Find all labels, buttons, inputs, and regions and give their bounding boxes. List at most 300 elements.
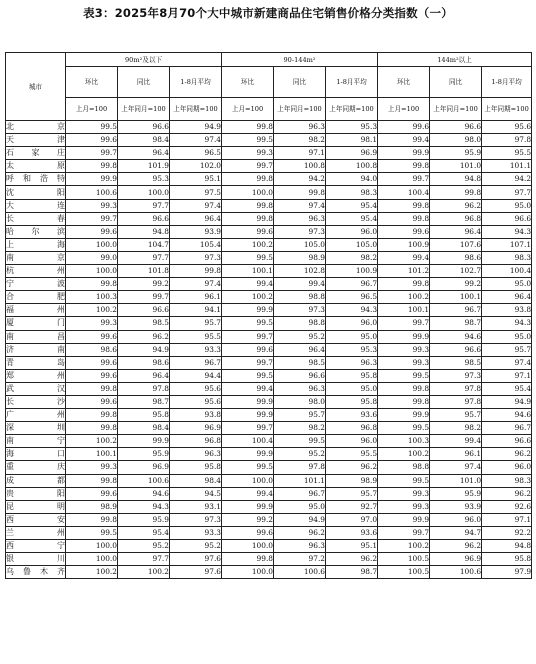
index-value: 99.7: [66, 147, 118, 160]
index-value: 99.8: [66, 382, 118, 395]
index-value: 95.0: [326, 330, 378, 343]
index-value: 97.8: [430, 382, 482, 395]
index-value: 97.1: [482, 513, 532, 526]
index-value: 100.1: [430, 291, 482, 304]
index-value: 94.6: [430, 330, 482, 343]
city-name: 合肥: [6, 291, 66, 304]
base-last-month: 上月=100: [378, 98, 430, 121]
index-value: 97.4: [430, 461, 482, 474]
index-value: 99.3: [66, 317, 118, 330]
city-name: 郑州: [6, 369, 66, 382]
table-row: [6, 553, 532, 566]
index-value: 99.9: [378, 330, 430, 343]
index-value: 95.4: [482, 382, 532, 395]
base-same-period: 上年同期=100: [326, 98, 378, 121]
index-value: 99.6: [66, 369, 118, 382]
index-value: 99.8: [222, 212, 274, 225]
table-row: [6, 369, 532, 382]
table-row: [6, 448, 532, 461]
index-value: 96.9: [326, 147, 378, 160]
index-value: 100.3: [66, 291, 118, 304]
index-value: 99.2: [222, 513, 274, 526]
index-value: 96.0: [326, 317, 378, 330]
index-value: 98.8: [274, 291, 326, 304]
index-value: 99.8: [378, 395, 430, 408]
index-value: 97.4: [170, 199, 222, 212]
index-value: 98.5: [118, 317, 170, 330]
index-value: 98.7: [118, 395, 170, 408]
index-value: 99.8: [378, 382, 430, 395]
index-value: 99.9: [118, 435, 170, 448]
table-row: [6, 278, 532, 291]
index-value: 97.7: [118, 199, 170, 212]
index-value: 97.2: [274, 553, 326, 566]
index-value: 96.2: [274, 526, 326, 539]
index-value: 95.4: [118, 526, 170, 539]
index-value: 95.9: [118, 513, 170, 526]
city-name: 天津: [6, 134, 66, 147]
table-row: [6, 265, 532, 278]
index-value: 97.5: [170, 186, 222, 199]
index-value: 99.6: [378, 121, 430, 134]
city-name: 西安: [6, 513, 66, 526]
index-value: 99.6: [66, 487, 118, 500]
index-value: 100.6: [118, 474, 170, 487]
index-value: 96.3: [274, 121, 326, 134]
city-name: 西宁: [6, 540, 66, 553]
index-value: 95.7: [482, 343, 532, 356]
index-value: 97.8: [430, 395, 482, 408]
index-value: 92.2: [482, 526, 532, 539]
index-value: 99.5: [378, 369, 430, 382]
subcol-yoy: 同比: [118, 67, 170, 98]
index-value: 99.8: [222, 173, 274, 186]
city-name: 厦门: [6, 317, 66, 330]
index-value: 94.3: [326, 304, 378, 317]
index-value: 97.9: [482, 566, 532, 579]
index-value: 96.4: [118, 147, 170, 160]
index-value: 99.4: [378, 251, 430, 264]
city-name: 呼和浩特: [6, 173, 66, 186]
index-value: 99.8: [66, 513, 118, 526]
index-value: 95.6: [482, 121, 532, 134]
index-value: 99.6: [66, 356, 118, 369]
index-value: 93.9: [170, 225, 222, 238]
index-value: 96.9: [118, 461, 170, 474]
table-row: [6, 461, 532, 474]
city-name: 北京: [6, 121, 66, 134]
index-value: 100.6: [66, 186, 118, 199]
index-value: 96.6: [118, 304, 170, 317]
index-value: 99.4: [222, 278, 274, 291]
base-last-month: 上月=100: [222, 98, 274, 121]
index-value: 98.4: [118, 134, 170, 147]
index-value: 96.8: [170, 435, 222, 448]
city-name: 兰州: [6, 526, 66, 539]
index-value: 94.1: [170, 304, 222, 317]
index-value: 99.4: [430, 435, 482, 448]
index-value: 100.2: [378, 540, 430, 553]
group-header-small: 90m²及以下: [66, 53, 222, 67]
index-value: 100.5: [378, 553, 430, 566]
table-row: [6, 186, 532, 199]
table-row: [6, 330, 532, 343]
index-value: 97.1: [274, 147, 326, 160]
index-value: 96.2: [482, 487, 532, 500]
index-value: 95.9: [430, 487, 482, 500]
index-value: 99.6: [222, 526, 274, 539]
index-value: 96.7: [170, 356, 222, 369]
index-value: 98.3: [482, 251, 532, 264]
index-value: 99.3: [66, 199, 118, 212]
index-value: 97.7: [482, 186, 532, 199]
index-value: 98.3: [482, 474, 532, 487]
index-value: 94.7: [430, 526, 482, 539]
index-value: 98.4: [170, 474, 222, 487]
index-value: 100.2: [378, 291, 430, 304]
index-value: 99.9: [222, 304, 274, 317]
subcol-yoy: 同比: [274, 67, 326, 98]
index-value: 95.1: [170, 173, 222, 186]
index-value: 96.4: [274, 343, 326, 356]
index-value: 95.3: [326, 343, 378, 356]
index-value: 100.2: [66, 435, 118, 448]
index-value: 99.0: [66, 251, 118, 264]
index-value: 93.8: [170, 409, 222, 422]
index-value: 98.2: [326, 251, 378, 264]
index-value: 95.3: [118, 173, 170, 186]
city-name: 南昌: [6, 330, 66, 343]
index-value: 99.5: [378, 422, 430, 435]
index-value: 100.1: [378, 304, 430, 317]
index-value: 100.2: [378, 448, 430, 461]
index-value: 100.0: [118, 186, 170, 199]
table-row: [6, 409, 532, 422]
table-row: [6, 173, 532, 186]
index-value: 105.0: [326, 238, 378, 251]
index-value: 100.4: [222, 435, 274, 448]
index-value: 99.8: [66, 160, 118, 173]
index-value: 98.2: [274, 134, 326, 147]
city-name: 南宁: [6, 435, 66, 448]
table-row: [6, 343, 532, 356]
index-value: 96.2: [326, 553, 378, 566]
index-value: 97.1: [482, 369, 532, 382]
index-value: 99.3: [378, 343, 430, 356]
group-header-large: 144m²以上: [378, 53, 532, 67]
index-value: 97.4: [170, 134, 222, 147]
index-value: 99.6: [66, 330, 118, 343]
index-value: 99.9: [378, 513, 430, 526]
index-value: 96.3: [274, 540, 326, 553]
city-name: 广州: [6, 409, 66, 422]
index-value: 99.7: [66, 212, 118, 225]
index-value: 100.2: [222, 238, 274, 251]
index-value: 95.8: [482, 553, 532, 566]
index-value: 97.8: [274, 461, 326, 474]
index-value: 99.9: [222, 395, 274, 408]
index-value: 98.3: [326, 186, 378, 199]
index-value: 95.2: [274, 448, 326, 461]
index-value: 105.0: [274, 238, 326, 251]
index-value: 96.5: [170, 147, 222, 160]
index-value: 99.8: [66, 409, 118, 422]
index-value: 99.6: [66, 134, 118, 147]
index-value: 97.8: [482, 134, 532, 147]
index-value: 99.3: [222, 147, 274, 160]
index-value: 95.8: [118, 409, 170, 422]
index-value: 100.9: [378, 238, 430, 251]
city-name: 青岛: [6, 356, 66, 369]
table-row: [6, 435, 532, 448]
index-value: 93.6: [326, 526, 378, 539]
index-value: 97.3: [274, 225, 326, 238]
index-value: 95.9: [118, 448, 170, 461]
index-value: 95.7: [170, 317, 222, 330]
base-last-month: 上月=100: [66, 98, 118, 121]
index-value: 97.4: [274, 199, 326, 212]
index-value: 95.5: [482, 147, 532, 160]
index-value: 93.3: [170, 343, 222, 356]
index-value: 100.3: [378, 435, 430, 448]
index-value: 96.1: [170, 291, 222, 304]
index-value: 99.5: [222, 317, 274, 330]
index-value: 95.5: [326, 448, 378, 461]
base-same-period: 上年同期=100: [482, 98, 532, 121]
index-value: 96.2: [430, 540, 482, 553]
table-title: 表3：2025年8月70个大中城市新建商品住宅销售价格分类指数（一）: [83, 6, 453, 20]
city-name: 深圳: [6, 422, 66, 435]
index-value: 94.6: [118, 487, 170, 500]
index-value: 100.6: [274, 566, 326, 579]
index-value: 99.5: [222, 461, 274, 474]
subcol-mom: 环比: [378, 67, 430, 98]
table-row: [6, 487, 532, 500]
city-name: 上海: [6, 238, 66, 251]
index-value: 98.2: [430, 422, 482, 435]
index-value: 98.4: [118, 422, 170, 435]
city-name: 重庆: [6, 461, 66, 474]
index-value: 104.7: [118, 238, 170, 251]
table-row: [6, 160, 532, 173]
index-value: 96.4: [170, 212, 222, 225]
index-value: 93.3: [170, 526, 222, 539]
index-value: 94.6: [482, 409, 532, 422]
subcol-ytd-avg: 1-8月平均: [170, 67, 222, 98]
index-value: 96.4: [118, 369, 170, 382]
index-value: 100.0: [222, 186, 274, 199]
table-row: [6, 147, 532, 160]
index-value: 99.8: [222, 121, 274, 134]
city-name: 杭州: [6, 265, 66, 278]
index-value: 98.1: [326, 134, 378, 147]
index-value: 97.3: [170, 513, 222, 526]
index-value: 95.8: [326, 395, 378, 408]
city-name: 福州: [6, 304, 66, 317]
table-row: [6, 238, 532, 251]
index-value: 99.7: [222, 330, 274, 343]
index-value: 99.5: [66, 526, 118, 539]
index-value: 98.8: [274, 317, 326, 330]
table-row: [6, 356, 532, 369]
index-value: 107.1: [482, 238, 532, 251]
index-value: 95.0: [482, 278, 532, 291]
index-value: 100.4: [482, 265, 532, 278]
index-value: 94.0: [326, 173, 378, 186]
index-value: 99.9: [222, 409, 274, 422]
index-value: 97.3: [274, 304, 326, 317]
index-value: 100.2: [222, 291, 274, 304]
index-value: 99.6: [66, 225, 118, 238]
index-value: 95.0: [482, 199, 532, 212]
table-row: [6, 382, 532, 395]
index-value: 99.6: [222, 225, 274, 238]
index-value: 96.7: [430, 304, 482, 317]
index-value: 98.0: [430, 134, 482, 147]
index-value: 96.5: [326, 291, 378, 304]
city-name: 石家庄: [6, 147, 66, 160]
index-value: 101.9: [118, 160, 170, 173]
city-name: 昆明: [6, 500, 66, 513]
index-value: 94.8: [118, 225, 170, 238]
subcol-ytd-avg: 1-8月平均: [482, 67, 532, 98]
index-value: 96.1: [430, 448, 482, 461]
city-name: 贵阳: [6, 487, 66, 500]
index-value: 93.8: [482, 304, 532, 317]
index-value: 99.7: [378, 173, 430, 186]
index-value: 95.9: [430, 147, 482, 160]
index-value: 99.9: [66, 173, 118, 186]
index-value: 99.2: [118, 278, 170, 291]
index-value: 99.8: [66, 422, 118, 435]
index-value: 96.6: [430, 343, 482, 356]
index-value: 94.9: [118, 343, 170, 356]
index-value: 99.5: [222, 369, 274, 382]
base-same-month: 上年同月=100: [274, 98, 326, 121]
index-value: 99.9: [222, 448, 274, 461]
index-value: 101.1: [482, 160, 532, 173]
index-value: 96.2: [118, 330, 170, 343]
base-same-month: 上年同月=100: [430, 98, 482, 121]
index-value: 97.4: [482, 356, 532, 369]
index-value: 96.0: [326, 435, 378, 448]
index-value: 99.4: [378, 134, 430, 147]
index-value: 99.8: [378, 199, 430, 212]
city-name: 哈尔滨: [6, 225, 66, 238]
index-value: 99.4: [274, 278, 326, 291]
index-value: 96.8: [430, 212, 482, 225]
table-row: [6, 500, 532, 513]
index-value: 96.6: [118, 121, 170, 134]
index-value: 100.0: [222, 540, 274, 553]
index-value: 97.3: [430, 369, 482, 382]
index-value: 101.0: [430, 474, 482, 487]
index-value: 99.7: [222, 356, 274, 369]
index-value: 97.7: [118, 553, 170, 566]
index-value: 95.3: [326, 121, 378, 134]
index-value: 94.2: [482, 173, 532, 186]
table-row: [6, 212, 532, 225]
index-value: 100.1: [66, 448, 118, 461]
city-name: 乌鲁木齐: [6, 566, 66, 579]
table-row: [6, 422, 532, 435]
index-value: 98.6: [66, 343, 118, 356]
index-value: 96.6: [118, 212, 170, 225]
index-value: 93.6: [326, 409, 378, 422]
index-value: 95.5: [170, 330, 222, 343]
index-value: 96.4: [482, 291, 532, 304]
index-value: 95.4: [326, 212, 378, 225]
city-name: 武汉: [6, 382, 66, 395]
subcol-mom: 环比: [222, 67, 274, 98]
table-row: [6, 134, 532, 147]
table-row: [6, 291, 532, 304]
index-value: 96.6: [482, 435, 532, 448]
subcol-mom: 环比: [66, 67, 118, 98]
index-value: 95.4: [326, 199, 378, 212]
city-name: 长沙: [6, 395, 66, 408]
index-value: 98.7: [326, 566, 378, 579]
index-value: 96.2: [326, 461, 378, 474]
index-value: 99.6: [378, 225, 430, 238]
city-name: 济南: [6, 343, 66, 356]
index-value: 99.8: [378, 160, 430, 173]
index-value: 99.8: [430, 186, 482, 199]
index-value: 97.3: [170, 251, 222, 264]
index-value: 95.1: [326, 540, 378, 553]
index-value: 98.9: [66, 500, 118, 513]
base-same-month: 上年同月=100: [118, 98, 170, 121]
index-value: 95.7: [274, 409, 326, 422]
index-value: 99.8: [378, 278, 430, 291]
index-value: 97.7: [118, 251, 170, 264]
city-name: 长春: [6, 212, 66, 225]
group-header-medium: 90-144m²: [222, 53, 378, 67]
index-value: 99.8: [222, 199, 274, 212]
index-value: 100.0: [66, 540, 118, 553]
index-value: 99.4: [222, 382, 274, 395]
index-value: 101.8: [118, 265, 170, 278]
index-value: 94.9: [274, 513, 326, 526]
index-value: 107.6: [430, 238, 482, 251]
index-value: 99.3: [378, 500, 430, 513]
price-index-table: [5, 52, 532, 579]
index-value: 94.5: [170, 487, 222, 500]
city-name: 银川: [6, 553, 66, 566]
city-column-header: 城市: [6, 53, 66, 121]
index-value: 96.8: [326, 422, 378, 435]
index-value: 96.9: [430, 553, 482, 566]
index-value: 100.1: [222, 265, 274, 278]
index-value: 96.0: [430, 513, 482, 526]
index-value: 93.1: [170, 500, 222, 513]
index-value: 99.3: [378, 356, 430, 369]
index-value: 96.2: [482, 448, 532, 461]
index-value: 96.3: [326, 356, 378, 369]
index-value: 99.6: [66, 395, 118, 408]
index-value: 94.3: [118, 500, 170, 513]
table-body: [6, 121, 532, 579]
index-value: 95.2: [170, 540, 222, 553]
table-row: [6, 121, 532, 134]
index-value: 98.9: [274, 251, 326, 264]
index-value: 96.6: [482, 212, 532, 225]
index-value: 95.6: [170, 395, 222, 408]
index-value: 95.7: [326, 487, 378, 500]
table-row: [6, 317, 532, 330]
index-value: 99.5: [222, 251, 274, 264]
index-value: 96.3: [274, 382, 326, 395]
